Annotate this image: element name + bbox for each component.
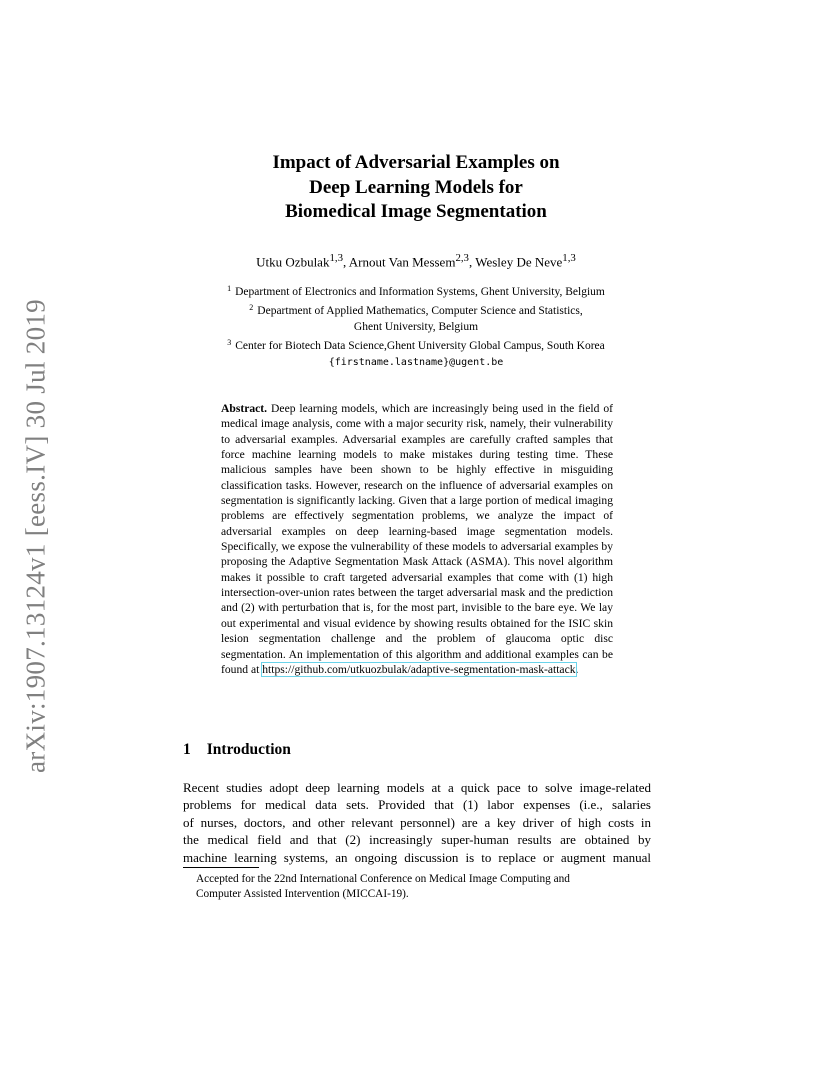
footnote-line: Computer Assisted Intervention (MICCAI-19).	[196, 888, 409, 900]
code-repository-link[interactable]	[262, 663, 575, 676]
affiliation-line	[180, 320, 652, 335]
author-list: Utku Ozbulak$^{1,3}$, Arnout Van Messem$^{2,3}$, Wesley De Neve$^{1,3}$	[256, 252, 576, 270]
affiliation-line	[180, 281, 652, 300]
affiliations	[180, 281, 652, 370]
paragraph-line: machine learning systems, an ongoing discussion is to replace or augment manual	[183, 849, 651, 865]
footnote-divider	[183, 867, 259, 868]
author-affil-sup: 1,3	[562, 252, 576, 264]
footnote-line: Accepted for the 22nd International Conference on Medical Image Computing and	[196, 873, 570, 885]
affiliation-text: Center for Biotech Data Science,Ghent University Global Campus, South Korea	[235, 340, 605, 353]
section-heading	[183, 741, 291, 759]
affiliation-sup: 1	[227, 284, 232, 293]
title-line: Impact of Adversarial Examples on	[272, 152, 560, 173]
link-text-part: https://github.com/utkuozbulak/	[262, 662, 411, 676]
introduction-paragraph	[183, 779, 651, 866]
abstract-label: Abstract.	[221, 402, 268, 415]
abstract-text: Deep learning models, which are increasingly being used in the field of medical image analysis, come with a major security risk, namely, their vulnerability to adversarial examples. Adversarial examples are carefully crafted samples that force machine learning models to make mistakes during testing time. These malicious samples have been shown to be highly effective in misguiding classification tasks. However, research on the influence of adversarial examples on segmentation is significantly lacking. Given that a large portion of medical imaging problems are effectively segmentation problems, we analyze the impact of adversarial examples on deep learning-based image segmentation models. Specifically, we expose the vulnerability of these models to adversarial examples by proposing the Adaptive Segmentation Mask Attack (ASMA). This novel algorithm makes it possible to craft targeted adversarial examples that come with (1) high intersection-over-union rates between the target adversarial mask and the prediction and (2) with perturbation that is, for the most part, invisible to the bare eye. We lay out experimental and visual evidence by showing results obtained for the ISIC skin lesion segmentation challenge and the problem of glaucoma optic disc segmentation. An implementation of this algorithm and additional examples can be found at	[221, 402, 613, 676]
author-email: {firstname.lastname}@ugent.be	[328, 356, 504, 368]
author-name: Arnout Van Messem	[348, 254, 456, 270]
paragraph-line: Recent studies adopt deep learning models at a quick pace to solve image-related	[183, 780, 651, 795]
section-title: Introduction	[206, 741, 291, 758]
affiliation-text: Department of Electronics and Information Systems, Ghent University, Belgium	[235, 286, 605, 298]
title-line: Biomedical Image Segmentation	[285, 201, 547, 222]
paper-title	[180, 151, 652, 225]
affiliation-text: Department of Applied Mathematics, Computer Science and Statistics,	[257, 305, 583, 318]
section-number: 1	[183, 741, 191, 758]
affiliation-sup: 2	[249, 303, 254, 313]
affiliation-sup: 3	[227, 338, 232, 348]
author-name: Wesley De Neve	[475, 254, 563, 270]
author-name: Utku Ozbulak	[256, 254, 330, 270]
footnote	[196, 872, 656, 902]
paragraph-line: problems for medical data sets. Provided that (1) labor expenses (i.e., salaries	[183, 797, 651, 813]
abstract-end-punct: .	[575, 662, 579, 676]
author-affil-sup: 2,3	[455, 252, 469, 264]
abstract	[221, 401, 613, 677]
arxiv-identifier-stamp: arXiv:1907.13124v1 [eess.IV] 30 Jul 2019	[20, 299, 51, 773]
author-affil-sup: 1,3	[329, 252, 343, 264]
affiliation-line	[180, 335, 652, 354]
affiliation-line	[180, 300, 652, 319]
title-line: Deep Learning Models for	[309, 176, 523, 198]
paragraph-line: of nurses, doctors, and other relevant personnel) are a key driver of high costs in	[183, 814, 651, 830]
paragraph-line: the medical field and that (2) increasingly super-human results are obtained by	[183, 832, 651, 848]
affiliation-text: Ghent University, Belgium	[353, 320, 479, 333]
link-text-part: adaptive-segmentation-mask-attack	[410, 662, 576, 676]
